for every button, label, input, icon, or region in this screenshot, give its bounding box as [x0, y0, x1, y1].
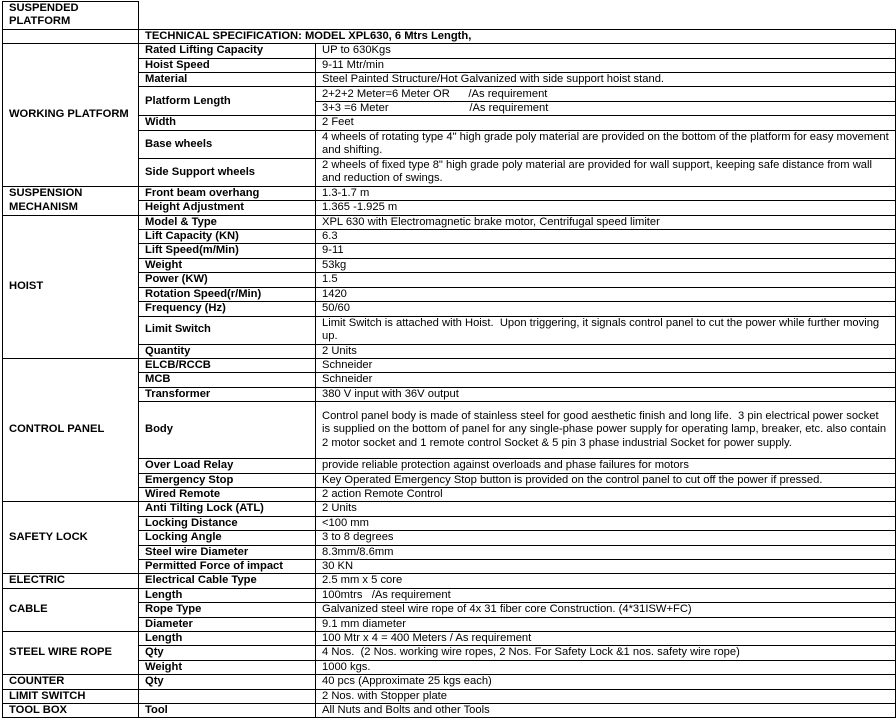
value-cell: 40 pcs (Approximate 25 kgs each)	[316, 675, 896, 689]
table-row	[3, 186, 896, 200]
subtitle-spacer-cell	[3, 29, 139, 43]
parameter-cell: Tool	[139, 704, 316, 718]
parameter-cell: Weight	[139, 258, 316, 272]
table-row	[3, 502, 896, 516]
value-cell: 30 KN	[316, 559, 896, 573]
value-cell: UP to 630Kgs	[316, 44, 896, 58]
parameter-cell: Front beam overhang	[139, 186, 316, 200]
parameter-cell: Length	[139, 588, 316, 602]
value-cell: 1000 kgs.	[316, 660, 896, 674]
parameter-cell: Transformer	[139, 387, 316, 401]
subtitle-row	[3, 29, 896, 43]
value-cell: 9-11 Mtr/min	[316, 58, 896, 72]
parameter-cell: Locking Distance	[139, 516, 316, 530]
value-cell: Key Operated Emergency Stop button is provided on the control panel to cut off the power if pressed.	[316, 473, 896, 487]
value-cell: 1.3-1.7 m	[316, 186, 896, 200]
value-cell: 2.5 mm x 5 core	[316, 574, 896, 588]
parameter-cell: ELCB/RCCB	[139, 358, 316, 372]
value-cell	[316, 87, 896, 116]
parameter-cell: Permitted Force of impact	[139, 559, 316, 573]
value-cell: Galvanized steel wire rope of 4x 31 fiber core Construction. (4*31ISW+FC)	[316, 603, 896, 617]
value-cell: 2 Nos. with Stopper plate	[316, 689, 896, 703]
parameter-cell: Qty	[139, 646, 316, 660]
table-subtitle: TECHNICAL SPECIFICATION: MODEL XPL630, 6 Mtrs Length,	[139, 29, 896, 43]
section-label: ELECTRIC	[3, 574, 139, 588]
parameter-cell: Diameter	[139, 617, 316, 631]
section-label: HOIST	[3, 215, 139, 358]
value-cell: Control panel body is made of stainless steel for good aesthetic finish and long life. 3 pin electrical power socket is supplied on the bottom of panel for any single-phase power supply for operating lamp, breaker, etc. also contain 2 motor socket and 1 remote control Socket & 5 pin 3 phase industrial Socket for power supply.	[316, 402, 896, 459]
table-row	[3, 44, 896, 58]
value-cell: Limit Switch is attached with Hoist. Upon triggering, it signals control panel to cut the power while further moving up.	[316, 316, 896, 344]
value-cell: 380 V input with 36V output	[316, 387, 896, 401]
table-title: SUSPENDED PLATFORM	[3, 2, 139, 30]
value-cell: 53kg	[316, 258, 896, 272]
section-label: STEEL WIRE ROPE	[3, 632, 139, 675]
parameter-cell: Emergency Stop	[139, 473, 316, 487]
parameter-cell: Locking Angle	[139, 531, 316, 545]
value-cell: 6.3	[316, 230, 896, 244]
section-label: WORKING PLATFORM	[3, 44, 139, 187]
value-cell: 2 action Remote Control	[316, 487, 896, 501]
value-cell: 100 Mtr x 4 = 400 Meters / As requirement	[316, 632, 896, 646]
parameter-cell: Side Support wheels	[139, 158, 316, 186]
value-cell: 9.1 mm diameter	[316, 617, 896, 631]
parameter-cell: Length	[139, 632, 316, 646]
section-label: COUNTER	[3, 675, 139, 689]
value-cell: 100mtrs /As requirement	[316, 588, 896, 602]
parameter-cell: Model & Type	[139, 215, 316, 229]
value-cell: All Nuts and Bolts and other Tools	[316, 704, 896, 718]
parameter-cell: Lift Capacity (KN)	[139, 230, 316, 244]
title-blank-cell	[139, 2, 896, 30]
parameter-cell: Qty	[139, 675, 316, 689]
section-label: LIMIT SWITCH	[3, 689, 139, 703]
value-cell: 2 wheels of fixed type 8" high grade poly material are provided for wall support, keeping safe distance from wall and reduction of swings.	[316, 158, 896, 186]
value-cell: 50/60	[316, 302, 896, 316]
value-cell: 8.3mm/8.6mm	[316, 545, 896, 559]
value-cell: XPL 630 with Electromagnetic brake motor, Centrifugal speed limiter	[316, 215, 896, 229]
value-cell: Schneider	[316, 373, 896, 387]
table-row	[3, 675, 896, 689]
parameter-cell: Power (KW)	[139, 273, 316, 287]
parameter-cell: Electrical Cable Type	[139, 574, 316, 588]
parameter-cell: Rated Lifting Capacity	[139, 44, 316, 58]
value-cell: 1.5	[316, 273, 896, 287]
table-row	[3, 574, 896, 588]
parameter-cell: Quantity	[139, 344, 316, 358]
parameter-cell: MCB	[139, 373, 316, 387]
value-cell: 4 wheels of rotating type 4" high grade poly material are provided on the bottom of the platform for easy movement and shifting.	[316, 130, 896, 158]
parameter-cell: Rotation Speed(r/Min)	[139, 287, 316, 301]
spec-table-body	[3, 2, 896, 718]
value-cell: Steel Painted Structure/Hot Galvanized with side support hoist stand.	[316, 73, 896, 87]
parameter-cell: Material	[139, 73, 316, 87]
parameter-cell: Rope Type	[139, 603, 316, 617]
value-cell: Schneider	[316, 358, 896, 372]
parameter-cell: Weight	[139, 660, 316, 674]
value-cell: 1.365 -1.925 m	[316, 201, 896, 215]
spec-table	[2, 1, 896, 718]
table-row	[3, 689, 896, 703]
value-cell: 2 Feet	[316, 116, 896, 130]
title-row	[3, 2, 896, 30]
parameter-cell: Hoist Speed	[139, 58, 316, 72]
value-cell: 3 to 8 degrees	[316, 531, 896, 545]
table-row	[3, 632, 896, 646]
parameter-cell: Lift Speed(m/Min)	[139, 244, 316, 258]
table-row	[3, 588, 896, 602]
parameter-cell: Wired Remote	[139, 487, 316, 501]
parameter-cell: Over Load Relay	[139, 459, 316, 473]
parameter-cell: Steel wire Diameter	[139, 545, 316, 559]
section-label: CABLE	[3, 588, 139, 631]
value-cell: 4 Nos. (2 Nos. working wire ropes, 2 Nos. For Safety Lock &1 nos. safety wire rope)	[316, 646, 896, 660]
parameter-cell: Height Adjustment	[139, 201, 316, 215]
parameter-cell: Width	[139, 116, 316, 130]
value-cell: 9-11	[316, 244, 896, 258]
section-label: TOOL BOX	[3, 704, 139, 718]
value-cell: 2 Units	[316, 502, 896, 516]
value-cell: 2 Units	[316, 344, 896, 358]
section-label: SAFETY LOCK	[3, 502, 139, 574]
value-cell: <100 mm	[316, 516, 896, 530]
parameter-cell: Platform Length	[139, 87, 316, 116]
value-cell: 1420	[316, 287, 896, 301]
table-row	[3, 215, 896, 229]
table-row	[3, 358, 896, 372]
parameter-cell	[139, 689, 316, 703]
parameter-cell: Frequency (Hz)	[139, 302, 316, 316]
parameter-cell: Base wheels	[139, 130, 316, 158]
parameter-cell: Body	[139, 402, 316, 459]
value-line: 3+3 =6 Meter /As requirement	[322, 101, 549, 114]
parameter-cell: Anti Tilting Lock (ATL)	[139, 502, 316, 516]
section-label: SUSPENSION MECHANISM	[3, 186, 139, 215]
value-cell: provide reliable protection against overloads and phase failures for motors	[316, 459, 896, 473]
parameter-cell: Limit Switch	[139, 316, 316, 344]
value-line: 2+2+2 Meter=6 Meter OR /As requirement	[316, 88, 895, 102]
section-label: CONTROL PANEL	[3, 358, 139, 501]
